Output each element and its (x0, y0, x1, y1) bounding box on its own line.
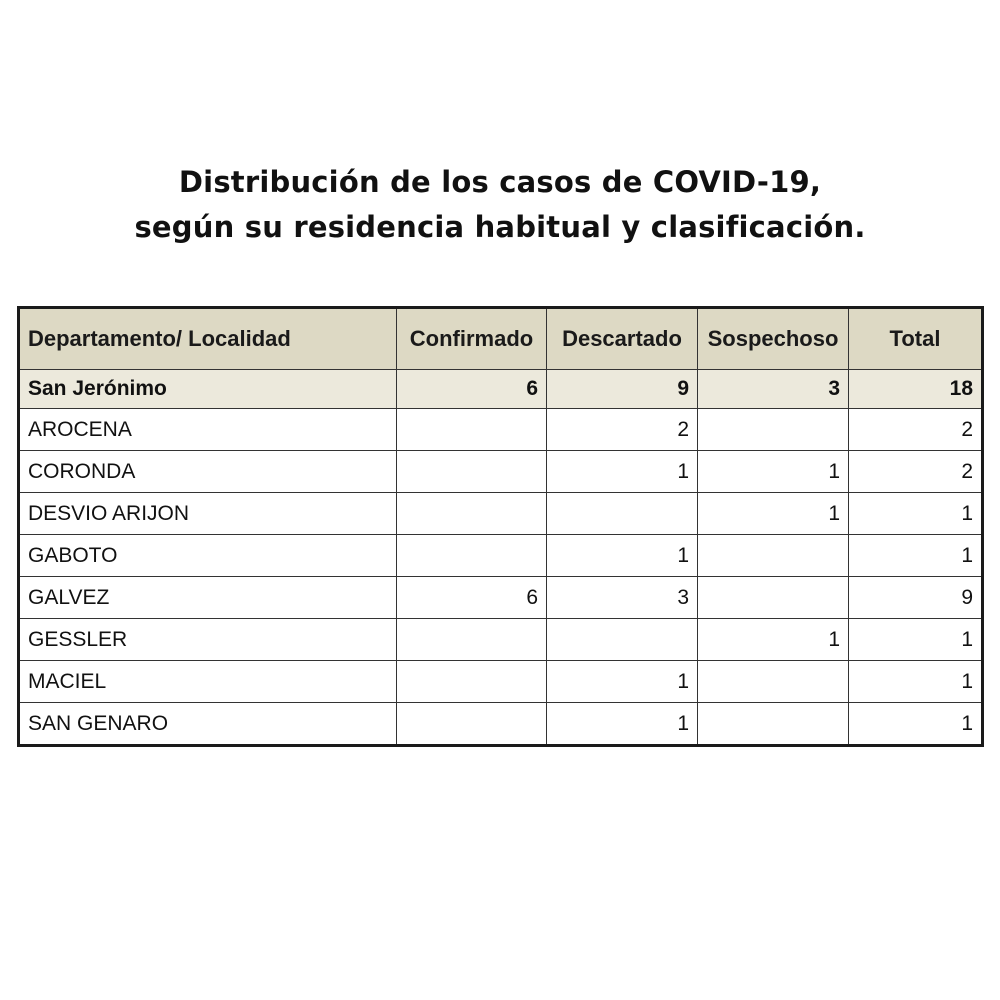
table-row (19, 409, 983, 451)
cell-descartado: 1 (547, 535, 698, 577)
cell-total: 1 (849, 661, 983, 703)
column-header-sospechoso: Sospechoso (698, 308, 849, 370)
cell-confirmado (397, 535, 547, 577)
column-header-descartado: Descartado (547, 308, 698, 370)
row-localidad: CORONDA (19, 451, 397, 493)
cell-sospechoso: 1 (698, 493, 849, 535)
table-row (19, 619, 983, 661)
cell-total: 2 (849, 451, 983, 493)
title-line-1: Distribución de los casos de COVID-19, (178, 165, 822, 199)
row-localidad: AROCENA (19, 409, 397, 451)
cell-total: 1 (849, 535, 983, 577)
cell-confirmado (397, 619, 547, 661)
table-row (19, 661, 983, 703)
row-localidad: GALVEZ (19, 577, 397, 619)
row-localidad: MACIEL (19, 661, 397, 703)
cell-confirmado (397, 703, 547, 746)
cell-sospechoso (698, 577, 849, 619)
cases-table (17, 306, 984, 747)
cell-confirmado: 6 (397, 577, 547, 619)
cell-descartado: 1 (547, 661, 698, 703)
cell-confirmado (397, 409, 547, 451)
column-header-confirmado: Confirmado (397, 308, 547, 370)
cell-confirmado (397, 661, 547, 703)
summary-row (19, 370, 983, 409)
cell-descartado (547, 619, 698, 661)
column-header-localidad: Departamento/ Localidad (19, 308, 397, 370)
cell-total: 1 (849, 703, 983, 746)
table-row (19, 493, 983, 535)
table-row (19, 535, 983, 577)
summary-confirmado: 6 (397, 370, 547, 409)
summary-total: 18 (849, 370, 983, 409)
cell-total: 1 (849, 493, 983, 535)
cell-descartado: 3 (547, 577, 698, 619)
cell-descartado: 1 (547, 451, 698, 493)
cell-total: 9 (849, 577, 983, 619)
title-line-2: según su residencia habitual y clasificación. (134, 210, 866, 244)
row-localidad: GESSLER (19, 619, 397, 661)
cell-sospechoso (698, 535, 849, 577)
cell-sospechoso: 1 (698, 451, 849, 493)
chart-title (0, 160, 1000, 250)
table-row (19, 451, 983, 493)
table-header-row (19, 308, 983, 370)
cell-sospechoso (698, 703, 849, 746)
row-localidad: SAN GENARO (19, 703, 397, 746)
table-row (19, 577, 983, 619)
cell-descartado: 1 (547, 703, 698, 746)
cell-sospechoso (698, 661, 849, 703)
column-header-total: Total (849, 308, 983, 370)
cell-descartado (547, 493, 698, 535)
cell-sospechoso: 1 (698, 619, 849, 661)
cell-confirmado (397, 493, 547, 535)
cell-confirmado (397, 451, 547, 493)
summary-descartado: 9 (547, 370, 698, 409)
cell-sospechoso (698, 409, 849, 451)
cell-descartado: 2 (547, 409, 698, 451)
row-localidad: DESVIO ARIJON (19, 493, 397, 535)
row-localidad: GABOTO (19, 535, 397, 577)
cell-total: 1 (849, 619, 983, 661)
summary-name: San Jerónimo (19, 370, 397, 409)
summary-sospechoso: 3 (698, 370, 849, 409)
cell-total: 2 (849, 409, 983, 451)
table-row (19, 703, 983, 746)
